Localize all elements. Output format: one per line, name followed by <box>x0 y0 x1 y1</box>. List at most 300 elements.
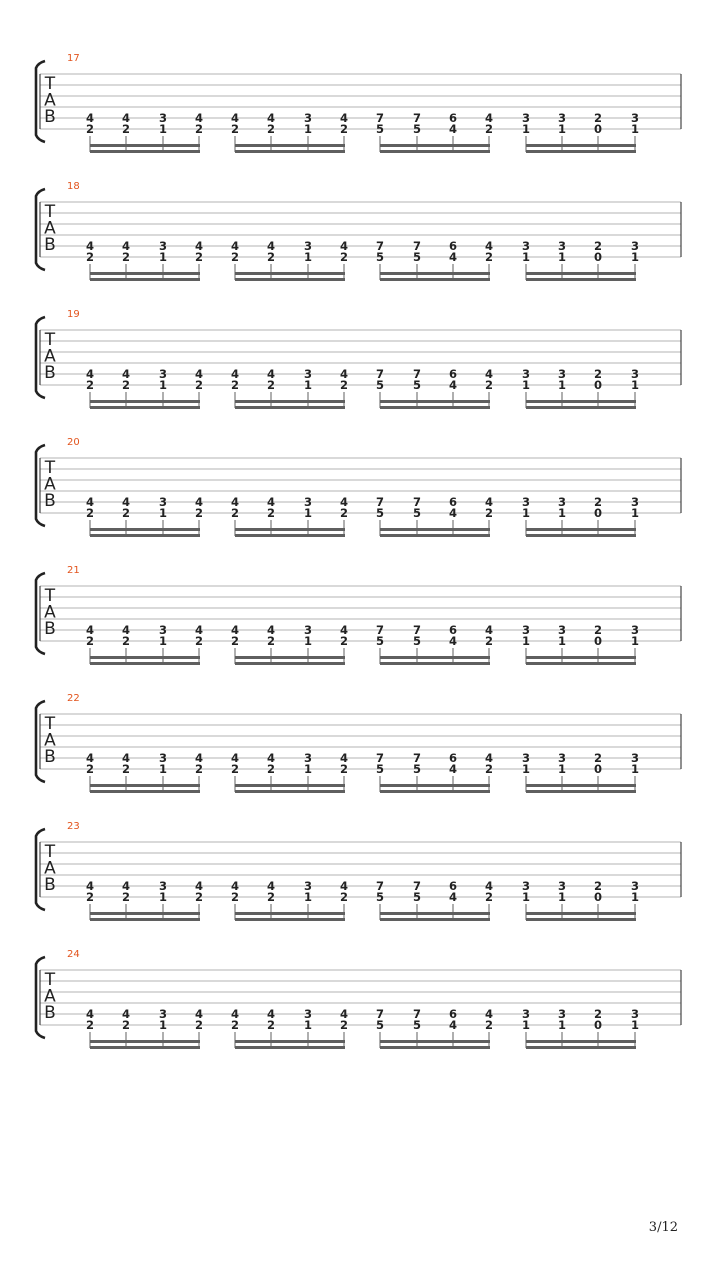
fret-number: 2 <box>339 506 349 520</box>
fret-number: 2 <box>339 762 349 776</box>
fret-number: 4 <box>230 367 240 381</box>
fret-number: 5 <box>412 762 422 776</box>
fret-number: 4 <box>85 111 95 125</box>
fret-number: 5 <box>412 634 422 648</box>
beam-primary <box>526 144 636 147</box>
fret-number: 4 <box>266 879 276 893</box>
fret-number: 4 <box>194 879 204 893</box>
fret-number: 0 <box>593 506 603 520</box>
fret-number: 2 <box>593 239 603 253</box>
beam-secondary <box>526 534 636 537</box>
fret-number: 2 <box>484 122 494 136</box>
fret-number: 4 <box>339 367 349 381</box>
fret-number: 0 <box>593 762 603 776</box>
fret-number: 1 <box>158 762 168 776</box>
fret-number: 1 <box>303 762 313 776</box>
fret-number: 2 <box>593 623 603 637</box>
tab-clef-letter: B <box>44 619 56 639</box>
fret-number: 2 <box>230 890 240 904</box>
fret-number: 1 <box>158 890 168 904</box>
fret-number: 2 <box>339 122 349 136</box>
fret-number: 1 <box>521 122 531 136</box>
fret-number: 3 <box>630 751 640 765</box>
fret-number: 1 <box>630 762 640 776</box>
beam-secondary <box>526 406 636 409</box>
fret-number: 4 <box>121 367 131 381</box>
fret-number: 4 <box>484 879 494 893</box>
fret-number: 2 <box>194 506 204 520</box>
fret-number: 4 <box>448 506 458 520</box>
fret-number: 3 <box>158 367 168 381</box>
fret-number: 1 <box>630 506 640 520</box>
fret-number: 2 <box>121 634 131 648</box>
fret-number: 3 <box>557 239 567 253</box>
tab-clef-letter: T <box>44 970 56 990</box>
measure-number: 24 <box>67 949 80 960</box>
beam-secondary <box>90 278 200 281</box>
beam-primary <box>526 784 636 787</box>
beam-primary <box>235 144 345 147</box>
fret-number: 2 <box>121 378 131 392</box>
fret-number: 0 <box>593 122 603 136</box>
fret-number: 3 <box>303 751 313 765</box>
fret-number: 4 <box>194 623 204 637</box>
beam-secondary <box>380 790 490 793</box>
fret-number: 1 <box>521 1018 531 1032</box>
fret-number: 7 <box>412 367 422 381</box>
beam-secondary <box>90 918 200 921</box>
fret-number: 4 <box>194 1007 204 1021</box>
fret-number: 3 <box>630 367 640 381</box>
fret-number: 4 <box>121 879 131 893</box>
fret-number: 2 <box>266 890 276 904</box>
fret-number: 3 <box>521 239 531 253</box>
fret-number: 2 <box>484 890 494 904</box>
tab-clef-letter: A <box>44 986 56 1007</box>
fret-number: 1 <box>557 762 567 776</box>
fret-number: 1 <box>158 506 168 520</box>
beam-secondary <box>90 662 200 665</box>
beam-primary <box>90 1040 200 1043</box>
fret-number: 7 <box>375 367 385 381</box>
tab-clef-letter: A <box>44 602 56 623</box>
beam-secondary <box>526 278 636 281</box>
fret-number: 2 <box>593 111 603 125</box>
fret-number: 2 <box>230 506 240 520</box>
fret-number: 2 <box>121 250 131 264</box>
fret-number: 4 <box>85 751 95 765</box>
fret-number: 1 <box>303 890 313 904</box>
beam-secondary <box>90 150 200 153</box>
fret-number: 2 <box>339 890 349 904</box>
tab-clef-letter: B <box>44 363 56 383</box>
beam-secondary <box>380 406 490 409</box>
tab-system <box>36 949 681 1049</box>
fret-number: 4 <box>85 239 95 253</box>
fret-number: 4 <box>448 1018 458 1032</box>
beam-secondary <box>380 662 490 665</box>
beam-primary <box>235 912 345 915</box>
fret-number: 7 <box>375 239 385 253</box>
fret-number: 3 <box>521 751 531 765</box>
fret-number: 5 <box>375 378 385 392</box>
beam-primary <box>380 912 490 915</box>
fret-number: 2 <box>121 122 131 136</box>
fret-number: 5 <box>412 506 422 520</box>
fret-number: 4 <box>230 239 240 253</box>
beam-secondary <box>526 918 636 921</box>
fret-number: 3 <box>521 879 531 893</box>
fret-number: 3 <box>521 1007 531 1021</box>
beam-primary <box>526 1040 636 1043</box>
fret-number: 4 <box>266 111 276 125</box>
fret-number: 4 <box>448 762 458 776</box>
fret-number: 1 <box>521 634 531 648</box>
beam-primary <box>235 656 345 659</box>
fret-number: 4 <box>339 751 349 765</box>
beam-primary <box>90 528 200 531</box>
measure-number: 18 <box>67 181 80 192</box>
beam-primary <box>90 144 200 147</box>
fret-number: 4 <box>121 751 131 765</box>
tab-system <box>36 53 681 153</box>
fret-number: 2 <box>266 506 276 520</box>
fret-number: 4 <box>121 623 131 637</box>
beam-primary <box>380 784 490 787</box>
fret-number: 1 <box>557 506 567 520</box>
beam-secondary <box>526 150 636 153</box>
tab-clef-letter: A <box>44 474 56 495</box>
tab-system <box>36 181 681 281</box>
beam-secondary <box>90 790 200 793</box>
fret-number: 1 <box>158 378 168 392</box>
fret-number: 1 <box>630 1018 640 1032</box>
tab-clef-letter: T <box>44 330 56 350</box>
fret-number: 2 <box>339 634 349 648</box>
fret-number: 4 <box>448 122 458 136</box>
fret-number: 4 <box>230 879 240 893</box>
tab-clef-letter: A <box>44 218 56 239</box>
fret-number: 2 <box>121 506 131 520</box>
tab-clef-letter: A <box>44 90 56 111</box>
beam-primary <box>380 272 490 275</box>
fret-number: 3 <box>557 111 567 125</box>
fret-number: 4 <box>339 623 349 637</box>
fret-number: 2 <box>593 879 603 893</box>
fret-number: 4 <box>230 1007 240 1021</box>
fret-number: 2 <box>230 634 240 648</box>
beam-secondary <box>235 150 345 153</box>
fret-number: 7 <box>375 879 385 893</box>
fret-number: 4 <box>266 239 276 253</box>
fret-number: 4 <box>484 367 494 381</box>
fret-number: 4 <box>484 623 494 637</box>
fret-number: 6 <box>448 111 458 125</box>
fret-number: 1 <box>630 378 640 392</box>
fret-number: 7 <box>375 623 385 637</box>
fret-number: 1 <box>521 250 531 264</box>
fret-number: 2 <box>85 250 95 264</box>
beam-secondary <box>380 918 490 921</box>
fret-number: 4 <box>266 751 276 765</box>
fret-number: 6 <box>448 367 458 381</box>
fret-number: 3 <box>303 111 313 125</box>
fret-number: 6 <box>448 623 458 637</box>
fret-number: 4 <box>448 250 458 264</box>
fret-number: 4 <box>85 367 95 381</box>
fret-number: 2 <box>194 1018 204 1032</box>
fret-number: 5 <box>375 250 385 264</box>
beam-secondary <box>235 278 345 281</box>
fret-number: 3 <box>521 111 531 125</box>
fret-number: 4 <box>121 239 131 253</box>
fret-number: 7 <box>375 1007 385 1021</box>
beam-primary <box>235 1040 345 1043</box>
fret-number: 7 <box>412 111 422 125</box>
beam-primary <box>235 528 345 531</box>
measure-number: 19 <box>67 309 80 320</box>
fret-number: 2 <box>85 506 95 520</box>
fret-number: 2 <box>85 890 95 904</box>
fret-number: 4 <box>230 111 240 125</box>
fret-number: 2 <box>194 122 204 136</box>
tab-clef-letter: A <box>44 346 56 367</box>
fret-number: 3 <box>630 239 640 253</box>
measure-number: 20 <box>67 437 80 448</box>
fret-number: 6 <box>448 495 458 509</box>
fret-number: 2 <box>230 122 240 136</box>
fret-number: 0 <box>593 378 603 392</box>
fret-number: 1 <box>158 634 168 648</box>
fret-number: 3 <box>158 751 168 765</box>
beam-secondary <box>235 406 345 409</box>
fret-number: 1 <box>630 250 640 264</box>
beam-primary <box>380 1040 490 1043</box>
fret-number: 7 <box>412 623 422 637</box>
fret-number: 2 <box>266 1018 276 1032</box>
fret-number: 3 <box>303 879 313 893</box>
measure-number: 22 <box>67 693 80 704</box>
beam-primary <box>235 784 345 787</box>
fret-number: 1 <box>630 634 640 648</box>
fret-number: 4 <box>194 751 204 765</box>
page-number: 3/12 <box>648 1220 678 1235</box>
fret-number: 2 <box>85 634 95 648</box>
measure-number: 21 <box>67 565 80 576</box>
fret-number: 3 <box>303 367 313 381</box>
fret-number: 0 <box>593 1018 603 1032</box>
tab-clef-letter: B <box>44 235 56 255</box>
fret-number: 3 <box>303 239 313 253</box>
fret-number: 2 <box>484 250 494 264</box>
tab-clef-letter: T <box>44 842 56 862</box>
fret-number: 7 <box>375 751 385 765</box>
fret-number: 2 <box>484 378 494 392</box>
fret-number: 2 <box>85 1018 95 1032</box>
tab-clef-letter: T <box>44 202 56 222</box>
fret-number: 3 <box>557 879 567 893</box>
fret-number: 3 <box>303 1007 313 1021</box>
tab-clef-letter: T <box>44 714 56 734</box>
measure-number: 23 <box>67 821 80 832</box>
tab-clef-letter: B <box>44 875 56 895</box>
fret-number: 5 <box>375 634 385 648</box>
tab-clef-letter: A <box>44 858 56 879</box>
tab-system <box>36 693 681 793</box>
fret-number: 1 <box>158 122 168 136</box>
beam-secondary <box>90 1046 200 1049</box>
fret-number: 3 <box>630 495 640 509</box>
fret-number: 4 <box>194 111 204 125</box>
fret-number: 2 <box>85 762 95 776</box>
fret-number: 4 <box>85 623 95 637</box>
tab-clef-letter: B <box>44 491 56 511</box>
fret-number: 2 <box>266 122 276 136</box>
fret-number: 2 <box>593 1007 603 1021</box>
fret-number: 7 <box>412 879 422 893</box>
beam-primary <box>90 400 200 403</box>
tab-clef-letter: T <box>44 74 56 94</box>
fret-number: 4 <box>230 751 240 765</box>
fret-number: 1 <box>303 634 313 648</box>
fret-number: 4 <box>484 751 494 765</box>
fret-number: 2 <box>85 122 95 136</box>
fret-number: 4 <box>194 495 204 509</box>
fret-number: 1 <box>158 250 168 264</box>
beam-secondary <box>235 790 345 793</box>
fret-number: 4 <box>266 367 276 381</box>
fret-number: 3 <box>303 495 313 509</box>
beam-primary <box>90 912 200 915</box>
fret-number: 0 <box>593 250 603 264</box>
fret-number: 1 <box>303 378 313 392</box>
fret-number: 2 <box>593 495 603 509</box>
fret-number: 2 <box>194 890 204 904</box>
beam-primary <box>526 400 636 403</box>
beam-secondary <box>90 406 200 409</box>
beam-secondary <box>380 278 490 281</box>
fret-number: 1 <box>630 890 640 904</box>
fret-number: 1 <box>303 1018 313 1032</box>
fret-number: 2 <box>230 1018 240 1032</box>
fret-number: 1 <box>521 506 531 520</box>
fret-number: 2 <box>339 250 349 264</box>
fret-number: 4 <box>194 239 204 253</box>
fret-number: 5 <box>412 122 422 136</box>
fret-number: 6 <box>448 879 458 893</box>
fret-number: 4 <box>85 1007 95 1021</box>
fret-number: 2 <box>194 634 204 648</box>
fret-number: 4 <box>484 495 494 509</box>
fret-number: 1 <box>557 890 567 904</box>
fret-number: 4 <box>121 111 131 125</box>
fret-number: 3 <box>557 751 567 765</box>
fret-number: 1 <box>557 250 567 264</box>
fret-number: 7 <box>375 495 385 509</box>
fret-number: 5 <box>412 378 422 392</box>
fret-number: 5 <box>375 122 385 136</box>
fret-number: 4 <box>121 495 131 509</box>
fret-number: 2 <box>484 634 494 648</box>
fret-number: 4 <box>194 367 204 381</box>
beam-secondary <box>380 1046 490 1049</box>
fret-number: 2 <box>484 762 494 776</box>
fret-number: 5 <box>412 1018 422 1032</box>
fret-number: 3 <box>158 239 168 253</box>
fret-number: 3 <box>158 1007 168 1021</box>
fret-number: 3 <box>557 1007 567 1021</box>
fret-number: 7 <box>412 1007 422 1021</box>
fret-number: 5 <box>375 1018 385 1032</box>
fret-number: 4 <box>266 623 276 637</box>
beam-primary <box>380 144 490 147</box>
fret-number: 2 <box>484 1018 494 1032</box>
fret-number: 4 <box>484 239 494 253</box>
tab-system <box>36 821 681 921</box>
fret-number: 4 <box>339 1007 349 1021</box>
fret-number: 3 <box>158 879 168 893</box>
beam-secondary <box>235 918 345 921</box>
fret-number: 4 <box>230 623 240 637</box>
beam-primary <box>380 400 490 403</box>
fret-number: 4 <box>266 495 276 509</box>
fret-number: 1 <box>557 122 567 136</box>
fret-number: 0 <box>593 634 603 648</box>
fret-number: 2 <box>230 378 240 392</box>
fret-number: 3 <box>521 367 531 381</box>
fret-number: 3 <box>158 623 168 637</box>
fret-number: 2 <box>484 506 494 520</box>
beam-secondary <box>380 150 490 153</box>
measure-number: 17 <box>67 53 80 64</box>
tab-clef-letter: T <box>44 458 56 478</box>
fret-number: 3 <box>557 623 567 637</box>
fret-number: 7 <box>412 239 422 253</box>
fret-number: 2 <box>266 250 276 264</box>
beam-secondary <box>526 790 636 793</box>
fret-number: 2 <box>266 634 276 648</box>
beam-primary <box>90 272 200 275</box>
fret-number: 2 <box>121 1018 131 1032</box>
fret-number: 2 <box>121 762 131 776</box>
fret-number: 1 <box>303 250 313 264</box>
fret-number: 4 <box>121 1007 131 1021</box>
beam-primary <box>90 784 200 787</box>
fret-number: 2 <box>339 378 349 392</box>
beam-secondary <box>235 1046 345 1049</box>
tab-clef-letter: A <box>44 730 56 751</box>
fret-number: 2 <box>230 250 240 264</box>
beam-primary <box>235 400 345 403</box>
beam-secondary <box>90 534 200 537</box>
fret-number: 4 <box>448 634 458 648</box>
fret-number: 5 <box>375 890 385 904</box>
fret-number: 2 <box>593 367 603 381</box>
fret-number: 5 <box>412 250 422 264</box>
fret-number: 1 <box>521 762 531 776</box>
tab-system <box>36 565 681 665</box>
fret-number: 2 <box>339 1018 349 1032</box>
fret-number: 3 <box>630 623 640 637</box>
fret-number: 3 <box>521 623 531 637</box>
tab-clef-letter: B <box>44 1003 56 1023</box>
fret-number: 4 <box>85 495 95 509</box>
beam-secondary <box>235 662 345 665</box>
fret-number: 1 <box>521 890 531 904</box>
fret-number: 2 <box>121 890 131 904</box>
beam-primary <box>380 528 490 531</box>
tab-clef-letter: T <box>44 586 56 606</box>
